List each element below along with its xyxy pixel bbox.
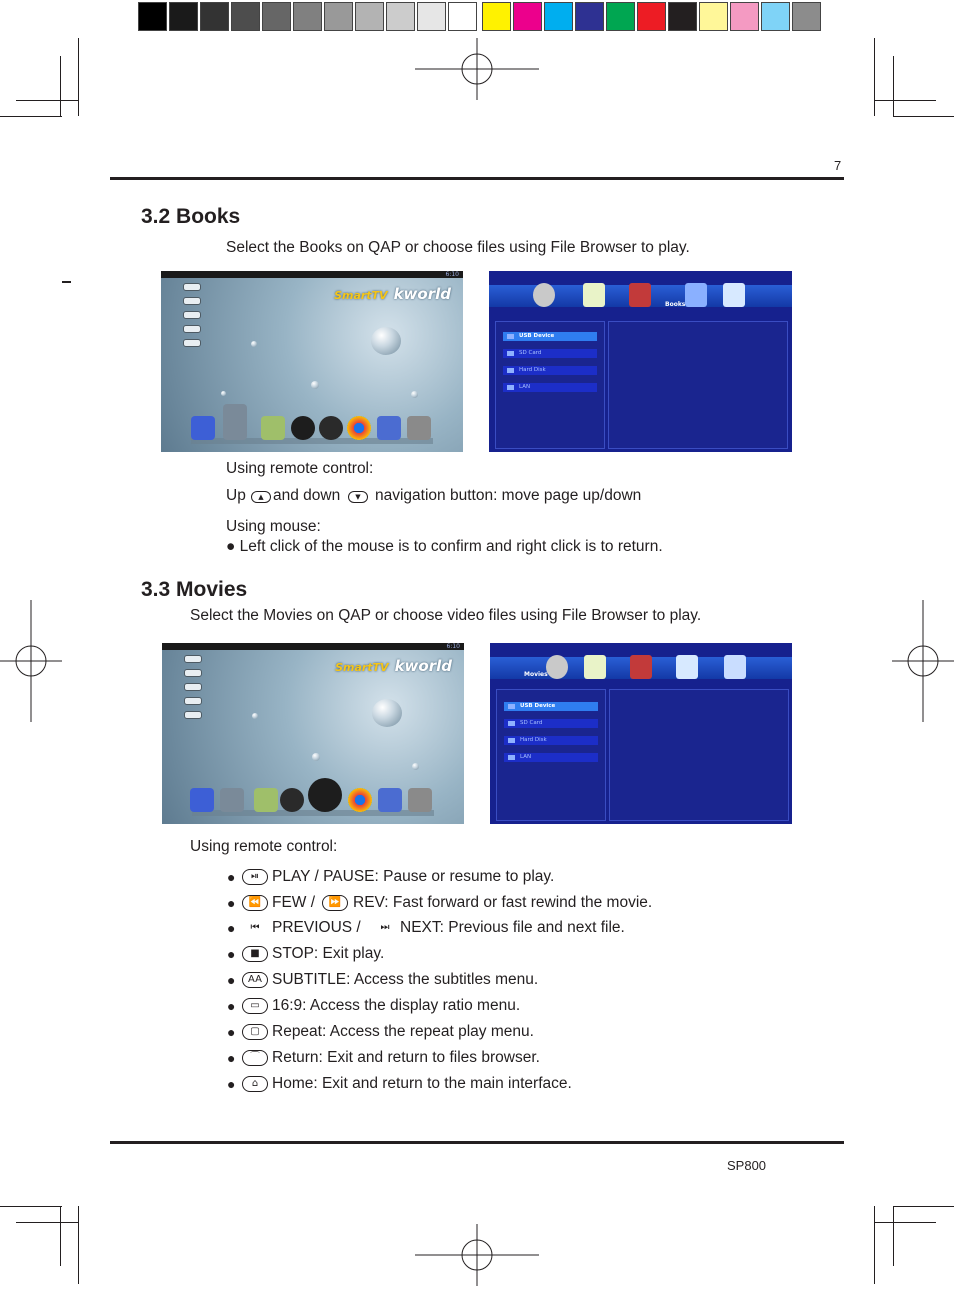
- subtitle-icon: AA: [242, 972, 268, 988]
- footer-model: SP800: [727, 1158, 767, 1173]
- bullet-dot: ●: [227, 869, 236, 885]
- color-swatch: [138, 2, 167, 31]
- bullet-dot: ●: [227, 946, 236, 962]
- color-swatch: [792, 2, 821, 31]
- bullet-text: SUBTITLE: Access the subtitles menu.: [272, 971, 539, 988]
- color-swatch: [448, 2, 477, 31]
- bullet-text: Home: Exit and return to the main interface.: [272, 1075, 572, 1092]
- header-rule: [110, 177, 844, 180]
- bullet-text: 16:9: Access the display ratio menu.: [272, 997, 521, 1014]
- up-button-icon: ▲: [251, 491, 271, 503]
- bullet-text: STOP: Exit play.: [272, 945, 385, 962]
- books-mouse-label: Using mouse:: [226, 518, 321, 535]
- rewind-icon: ⏩: [322, 895, 348, 911]
- stop-icon: ■: [242, 946, 268, 962]
- bullet-dot: ●: [227, 895, 236, 911]
- color-swatch: [169, 2, 198, 31]
- bullet-dot: ●: [227, 920, 236, 936]
- bullet-dot: ●: [227, 1024, 236, 1040]
- bullet-dot: ●: [227, 972, 236, 988]
- color-swatch: [324, 2, 353, 31]
- color-swatch: [293, 2, 322, 31]
- bullet-text: Return: Exit and return to files browser.: [272, 1049, 540, 1066]
- color-swatch: [699, 2, 728, 31]
- repeat-icon: ▢: [242, 1024, 268, 1040]
- color-swatch: [200, 2, 229, 31]
- footer-rule: [110, 1141, 844, 1144]
- previous-icon: ⏮: [250, 922, 260, 933]
- fast-forward-icon: ⏪: [242, 895, 268, 911]
- bullet-prefix: FEW /: [272, 894, 316, 911]
- books-intro: Select the Books on QAP or choose files using File Browser to play.: [226, 239, 690, 256]
- color-swatch: [761, 2, 790, 31]
- bullet-dot: ●: [227, 1076, 236, 1092]
- books-mouse-line: ● Left click of the mouse is to confirm and right click is to return.: [226, 538, 663, 555]
- color-swatch: [730, 2, 759, 31]
- books-heading: 3.2 Books: [141, 205, 241, 228]
- color-swatch: [637, 2, 666, 31]
- brand-logo: SmartTV kworld: [334, 285, 451, 303]
- movies-home-screenshot: 6:10 SmartTV kworld: [162, 643, 464, 824]
- bullet-dot: ●: [227, 1050, 236, 1066]
- color-swatch: [262, 2, 291, 31]
- status-clock: 6:10: [445, 271, 459, 278]
- bullet-text: PLAY / PAUSE: Pause or resume to play.: [272, 868, 555, 885]
- color-swatch: [355, 2, 384, 31]
- down-button-icon: ▼: [348, 491, 368, 503]
- books-nav-desc: navigation button: move page up/down: [375, 487, 642, 504]
- color-swatch: [575, 2, 604, 31]
- home-icon: ⌂: [242, 1076, 268, 1092]
- color-swatch: [231, 2, 260, 31]
- registration-mark-left: [0, 600, 62, 722]
- movies-intro: Select the Movies on QAP or choose video files using File Browser to play.: [190, 607, 702, 624]
- color-bar-process: [482, 2, 823, 31]
- color-swatch: [668, 2, 697, 31]
- color-swatch: [386, 2, 415, 31]
- books-nav-up: Up: [226, 487, 246, 504]
- registration-mark-top: [415, 38, 539, 100]
- color-swatch: [482, 2, 511, 31]
- return-icon: ⌒: [242, 1050, 268, 1066]
- bullet-text: REV: Fast forward or fast rewind the movie.: [353, 894, 653, 911]
- movies-active-label: Movies: [524, 671, 548, 678]
- books-home-screenshot: [161, 271, 463, 452]
- books-nav-down: and down: [273, 487, 341, 504]
- color-swatch: [513, 2, 542, 31]
- bullet-text: Repeat: Access the repeat play menu.: [272, 1023, 534, 1040]
- color-bar-grays: [138, 2, 479, 31]
- color-swatch: [544, 2, 573, 31]
- movies-menu-screenshot: Movies USB Device SD Card Hard Disk LAN: [490, 643, 792, 824]
- registration-mark-right: [892, 600, 954, 722]
- books-active-label: Books: [665, 301, 686, 308]
- books-menu-screenshot: Books USB Device SD Card Hard Disk LAN: [489, 271, 792, 452]
- color-swatch: [417, 2, 446, 31]
- registration-mark-bottom: [415, 1224, 539, 1286]
- bullet-dot: ●: [227, 998, 236, 1014]
- movies-remote-label: Using remote control:: [190, 838, 338, 855]
- color-swatch: [606, 2, 635, 31]
- page-number: 7: [834, 158, 842, 173]
- play-pause-icon: ⏯: [242, 869, 268, 885]
- next-icon: ⏭: [380, 922, 390, 933]
- movies-heading: 3.3 Movies: [141, 578, 248, 601]
- bullet-text: NEXT: Previous file and next file.: [400, 919, 625, 936]
- aspect-ratio-icon: ▭: [242, 998, 268, 1014]
- bullet-prefix: PREVIOUS /: [272, 919, 361, 936]
- books-remote-label: Using remote control:: [226, 460, 374, 477]
